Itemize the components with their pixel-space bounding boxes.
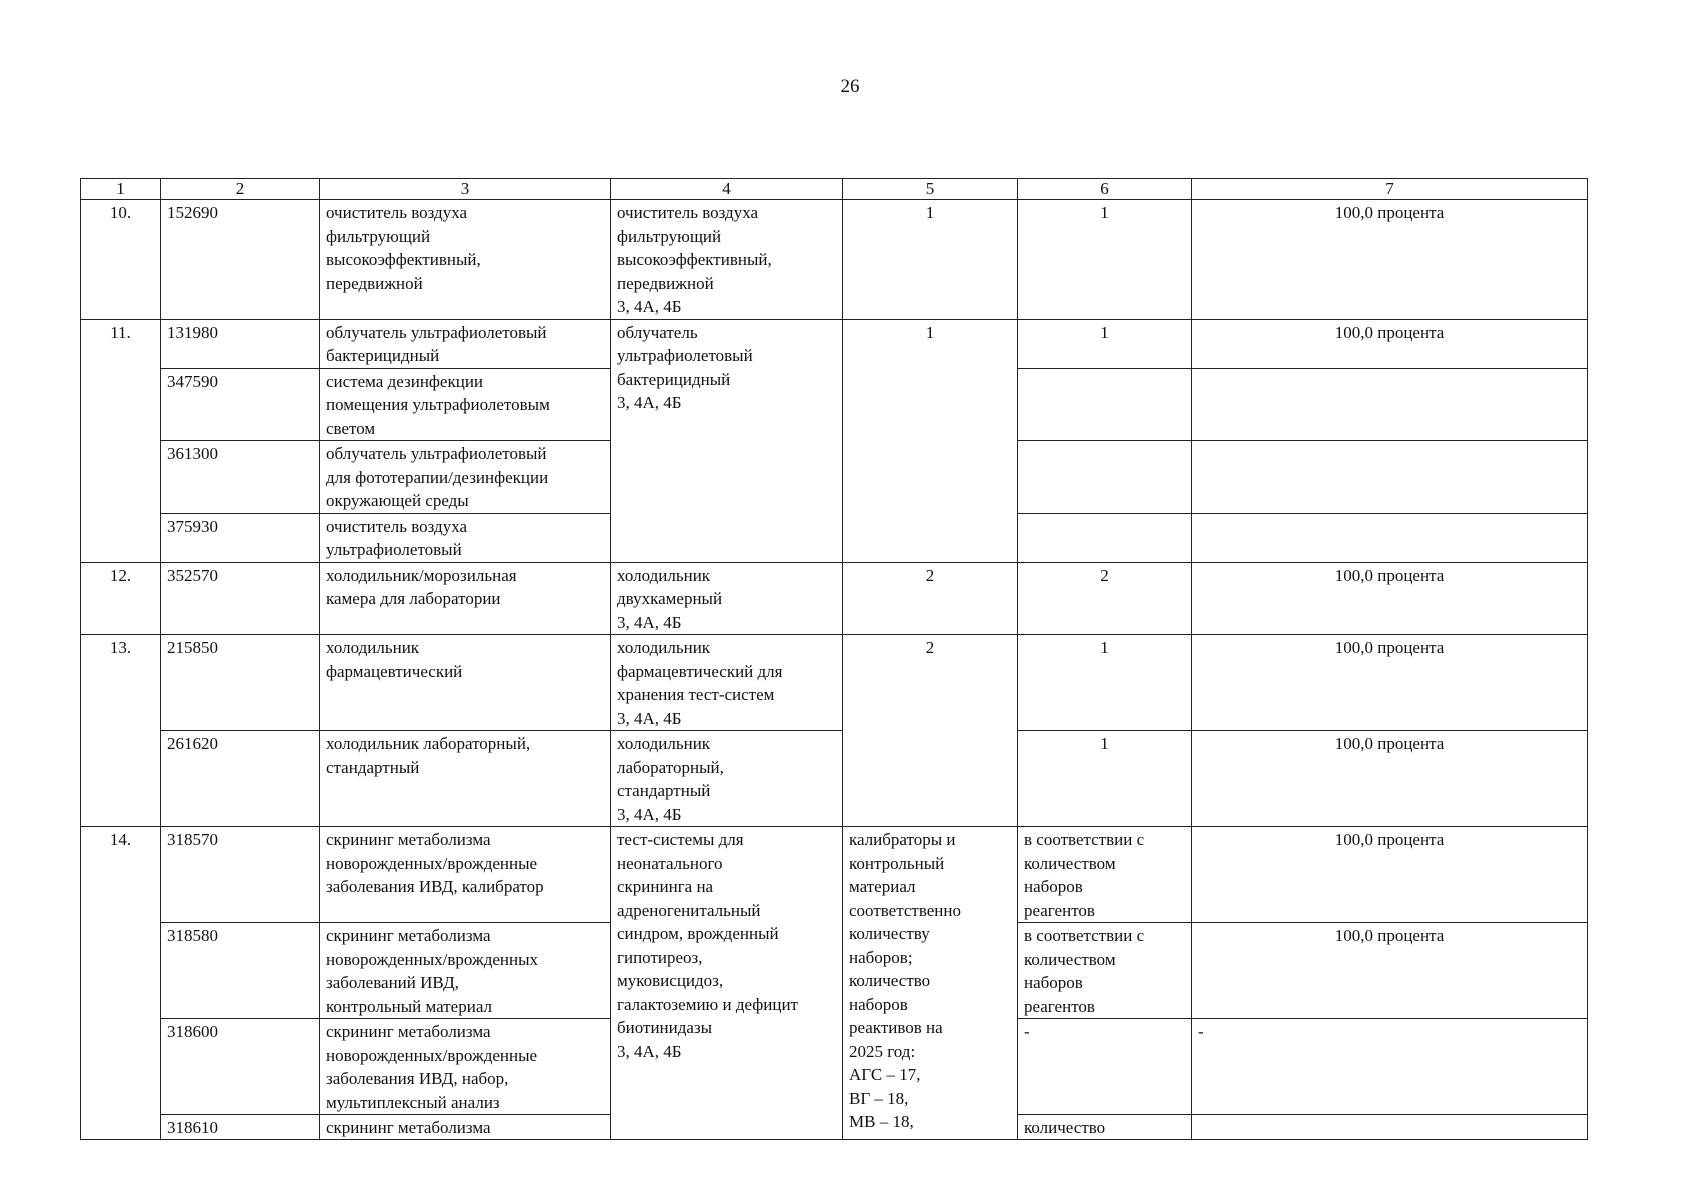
header-col-1: 1 [81,179,161,200]
equipment-name: система дезинфекции помещения ультрафиолетовым светом [320,368,611,441]
equipment-code: 375930 [161,513,320,562]
table-row [81,562,1588,635]
equipment-name: холодильник фармацевтический [320,635,611,731]
actual-quantity: 2 [1018,562,1192,635]
equipment-requirement: очиститель воздуха фильтрующий высокоэффективный, передвижной 3, 4А, 4Б [611,200,843,320]
actual-quantity [1018,368,1192,441]
row-number: 13. [81,635,161,827]
header-row [81,179,1588,200]
equipment-code: 131980 [161,319,320,368]
equipment-name: облучатель ультрафиолетовый для фототерапии/дезинфекции окружающей среды [320,441,611,514]
actual-quantity: 1 [1018,200,1192,320]
equipment-code: 261620 [161,731,320,827]
equipment-percentage [1192,513,1588,562]
actual-quantity: в соответствии с количеством наборов реагентов [1018,923,1192,1019]
equipment-name: очиститель воздуха фильтрующий высокоэффективный, передвижной [320,200,611,320]
equipment-requirement: тест-системы для неонатального скрининга на адреногенитальный синдром, врожденный гипотиреоз, муковисцидоз, галактоземию и дефицит биотинидазы 3, 4А, 4Б [611,827,843,1140]
equipment-percentage: 100,0 процента [1192,827,1588,923]
equipment-name: скрининг метаболизма новорожденных/врожденных заболеваний ИВД, контрольный материал [320,923,611,1019]
equipment-code: 152690 [161,200,320,320]
actual-quantity: - [1018,1019,1192,1115]
required-quantity: 2 [843,562,1018,635]
equipment-name: холодильник/морозильная камера для лаборатории [320,562,611,635]
header-col-3: 3 [320,179,611,200]
equipment-name: скрининг метаболизма новорожденных/врожденные заболевания ИВД, набор, мультиплексный анализ [320,1019,611,1115]
equipment-percentage: 100,0 процента [1192,731,1588,827]
equipment-code: 318610 [161,1115,320,1140]
equipment-percentage: - [1192,1019,1588,1115]
header-col-5: 5 [843,179,1018,200]
equipment-name: облучатель ультрафиолетовый бактерицидный [320,319,611,368]
equipment-code: 318580 [161,923,320,1019]
equipment-name: очиститель воздуха ультрафиолетовый [320,513,611,562]
equipment-name: скрининг метаболизма [320,1115,611,1140]
equipment-code: 318570 [161,827,320,923]
equipment-name: скрининг метаболизма новорожденных/врожденные заболевания ИВД, калибратор [320,827,611,923]
table-row [81,827,1588,923]
actual-quantity: 1 [1018,731,1192,827]
actual-quantity [1018,441,1192,514]
equipment-code: 318600 [161,1019,320,1115]
row-number: 12. [81,562,161,635]
actual-quantity: количество [1018,1115,1192,1140]
row-number: 14. [81,827,161,1140]
required-quantity: 2 [843,635,1018,827]
table-row [81,635,1588,731]
equipment-requirement: облучатель ультрафиолетовый бактерицидный 3, 4А, 4Б [611,319,843,562]
equipment-table [80,178,1588,1140]
row-number: 11. [81,319,161,562]
equipment-requirement: холодильник лабораторный, стандартный 3, 4А, 4Б [611,731,843,827]
equipment-code: 347590 [161,368,320,441]
required-quantity: калибраторы и контрольный материал соответственно количеству наборов; количество наборов реактивов на 2025 год: АГС – 17, ВГ – 18, МВ – 18, [843,827,1018,1140]
equipment-code: 361300 [161,441,320,514]
header-col-4: 4 [611,179,843,200]
equipment-percentage [1192,441,1588,514]
table-row [81,200,1588,320]
equipment-code: 352570 [161,562,320,635]
page-number: 26 [840,76,860,97]
equipment-name: холодильник лабораторный, стандартный [320,731,611,827]
actual-quantity: в соответствии с количеством наборов реагентов [1018,827,1192,923]
required-quantity: 1 [843,319,1018,562]
header-col-6: 6 [1018,179,1192,200]
equipment-percentage: 100,0 процента [1192,635,1588,731]
table-row [81,731,1588,827]
equipment-percentage: 100,0 процента [1192,923,1588,1019]
actual-quantity: 1 [1018,319,1192,368]
required-quantity: 1 [843,200,1018,320]
equipment-percentage: 100,0 процента [1192,319,1588,368]
actual-quantity [1018,513,1192,562]
equipment-code: 215850 [161,635,320,731]
equipment-requirement: холодильник фармацевтический для хранения тест-систем 3, 4А, 4Б [611,635,843,731]
equipment-requirement: холодильник двухкамерный 3, 4А, 4Б [611,562,843,635]
equipment-percentage: 100,0 процента [1192,200,1588,320]
equipment-percentage: 100,0 процента [1192,562,1588,635]
header-col-2: 2 [161,179,320,200]
header-col-7: 7 [1192,179,1588,200]
row-number: 10. [81,200,161,320]
equipment-percentage [1192,1115,1588,1140]
actual-quantity: 1 [1018,635,1192,731]
equipment-percentage [1192,368,1588,441]
table-row [81,319,1588,368]
